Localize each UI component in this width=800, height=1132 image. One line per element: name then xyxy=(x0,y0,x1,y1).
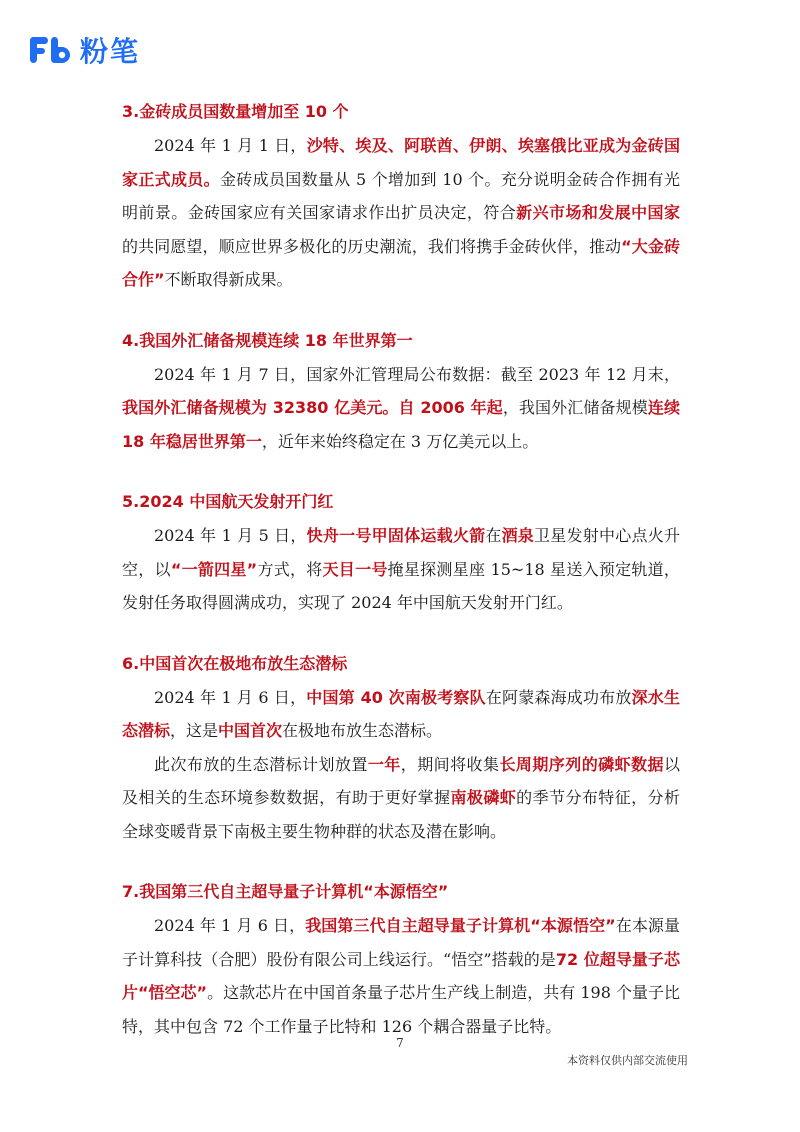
body-text: 在本源量子计算科技（合肥）股份有限公司上线运行。“悟空”搭载的是 xyxy=(122,916,680,969)
section-paragraph xyxy=(122,129,680,297)
news-section xyxy=(122,485,680,620)
body-text: 以及相关的生态环境参数数据，有助于更好掌握 xyxy=(122,754,680,807)
section-paragraph xyxy=(122,681,680,748)
section-heading: 7.我国第三代自主超导量子计算机“本源悟空” xyxy=(122,882,449,901)
body-text: 2024 年 1 月 1 日， xyxy=(154,136,307,155)
body-text: 掩星探测星座 15~18 星送入预定轨道，发射任务取得圆满成功，实现了 2024 年中国航天发射开门红。 xyxy=(122,559,680,612)
section-paragraph xyxy=(122,909,680,1043)
body-text: 在 xyxy=(485,526,502,545)
highlight-text: 72 位超导量子芯片“悟空芯” xyxy=(122,949,680,1002)
section-heading: 5.2024 中国航天发射开门红 xyxy=(122,492,334,511)
highlight-text: 长周期序列的磷虾数据 xyxy=(499,754,664,774)
news-section xyxy=(122,324,680,459)
body-text: 2024 年 1 月 6 日， xyxy=(154,916,306,935)
document-body xyxy=(122,95,680,1070)
section-paragraph xyxy=(122,358,680,459)
footer-note: 本资料仅供内部交流使用 xyxy=(567,1054,688,1067)
highlight-text: 我国外汇储备规模为 32380 亿美元。自 2006 年起 xyxy=(122,398,503,417)
highlight-text: “大金砖合作” xyxy=(122,236,680,289)
section-paragraph xyxy=(122,748,680,849)
body-text: 卫星发射中心点火升空，以 xyxy=(122,526,680,579)
body-text: 方式，将 xyxy=(257,559,323,579)
body-text: 在极地布放生态潜标。 xyxy=(282,721,443,740)
news-section xyxy=(122,95,680,297)
brand-name: 粉笔 xyxy=(80,35,141,68)
highlight-text: 酒泉 xyxy=(501,526,535,545)
body-text: 2024 年 1 月 6 日， xyxy=(154,687,307,707)
section-paragraph xyxy=(122,519,680,620)
body-text: 在阿蒙森海成功布放 xyxy=(485,687,632,707)
body-text: 。这款芯片在中国首条量子芯片生产线上制造，共有 198 个量子比特，其中包含 72 个工作量子比特和 126 个耦合器量子比特。 xyxy=(122,983,680,1036)
highlight-text: 一年 xyxy=(367,754,401,774)
highlight-text: 沙特、埃及、阿联酋、伊朗、埃塞俄比亚成为金砖国家正式成员。 xyxy=(122,136,680,189)
highlight-text: “一箭四星” xyxy=(170,559,258,579)
body-text: 金砖成员国数量从 5 个增加到 10 个。充分说明金砖合作拥有光明前景。金砖国家应有关国家请求作出扩员决定，符合 xyxy=(122,169,680,222)
highlight-text: 新兴市场和发展中国家 xyxy=(516,203,680,222)
brand-logo xyxy=(30,30,140,70)
highlight-text: 快舟一号甲固体运载火箭 xyxy=(306,526,486,545)
body-text: ，近年来始终稳定在 3 万亿美元以上。 xyxy=(261,431,539,451)
news-section xyxy=(122,647,680,849)
body-text: 的共同愿望，顺应世界多极化的历史潮流，我们将携手金砖伙伴，推动 xyxy=(122,236,622,256)
highlight-text: 我国第三代自主超导量子计算机“本源悟空” xyxy=(305,916,616,935)
body-text: 此次布放的生态潜标计划放置 xyxy=(154,754,368,774)
highlight-text: 中国首次 xyxy=(218,721,283,740)
highlight-text: 天目一号 xyxy=(322,559,388,579)
highlight-text: 中国第 40 次南极考察队 xyxy=(306,687,486,707)
body-text: ，这是 xyxy=(170,721,219,740)
body-text: 2024 年 1 月 5 日， xyxy=(154,526,307,545)
page-number: 7 xyxy=(396,1036,404,1050)
body-text: ，期间将收集 xyxy=(400,754,500,774)
body-text: 的季节分布特征，分析全球变暖背景下南极主要生物种群的状态及潜在影响。 xyxy=(122,788,680,841)
body-text: ，我国外汇储备规模 xyxy=(502,398,648,417)
highlight-text: 连续 18 年稳居世界第一 xyxy=(122,398,680,451)
section-heading: 6.中国首次在极地布放生态潜标 xyxy=(122,653,348,673)
section-heading: 4.我国外汇储备规模连续 18 年世界第一 xyxy=(122,330,413,350)
body-text: 2024 年 1 月 7 日，国家外汇管理局公布数据：截至 2023 年 12 月末， xyxy=(154,364,680,384)
fb-logo-icon xyxy=(30,35,72,65)
news-section xyxy=(122,875,680,1043)
section-heading: 3.金砖成员国数量增加至 10 个 xyxy=(122,102,349,121)
body-text: 不断取得新成果。 xyxy=(164,270,293,289)
highlight-text: 深水生态潜标 xyxy=(122,687,680,740)
highlight-text: 南极磷虾 xyxy=(450,788,517,807)
